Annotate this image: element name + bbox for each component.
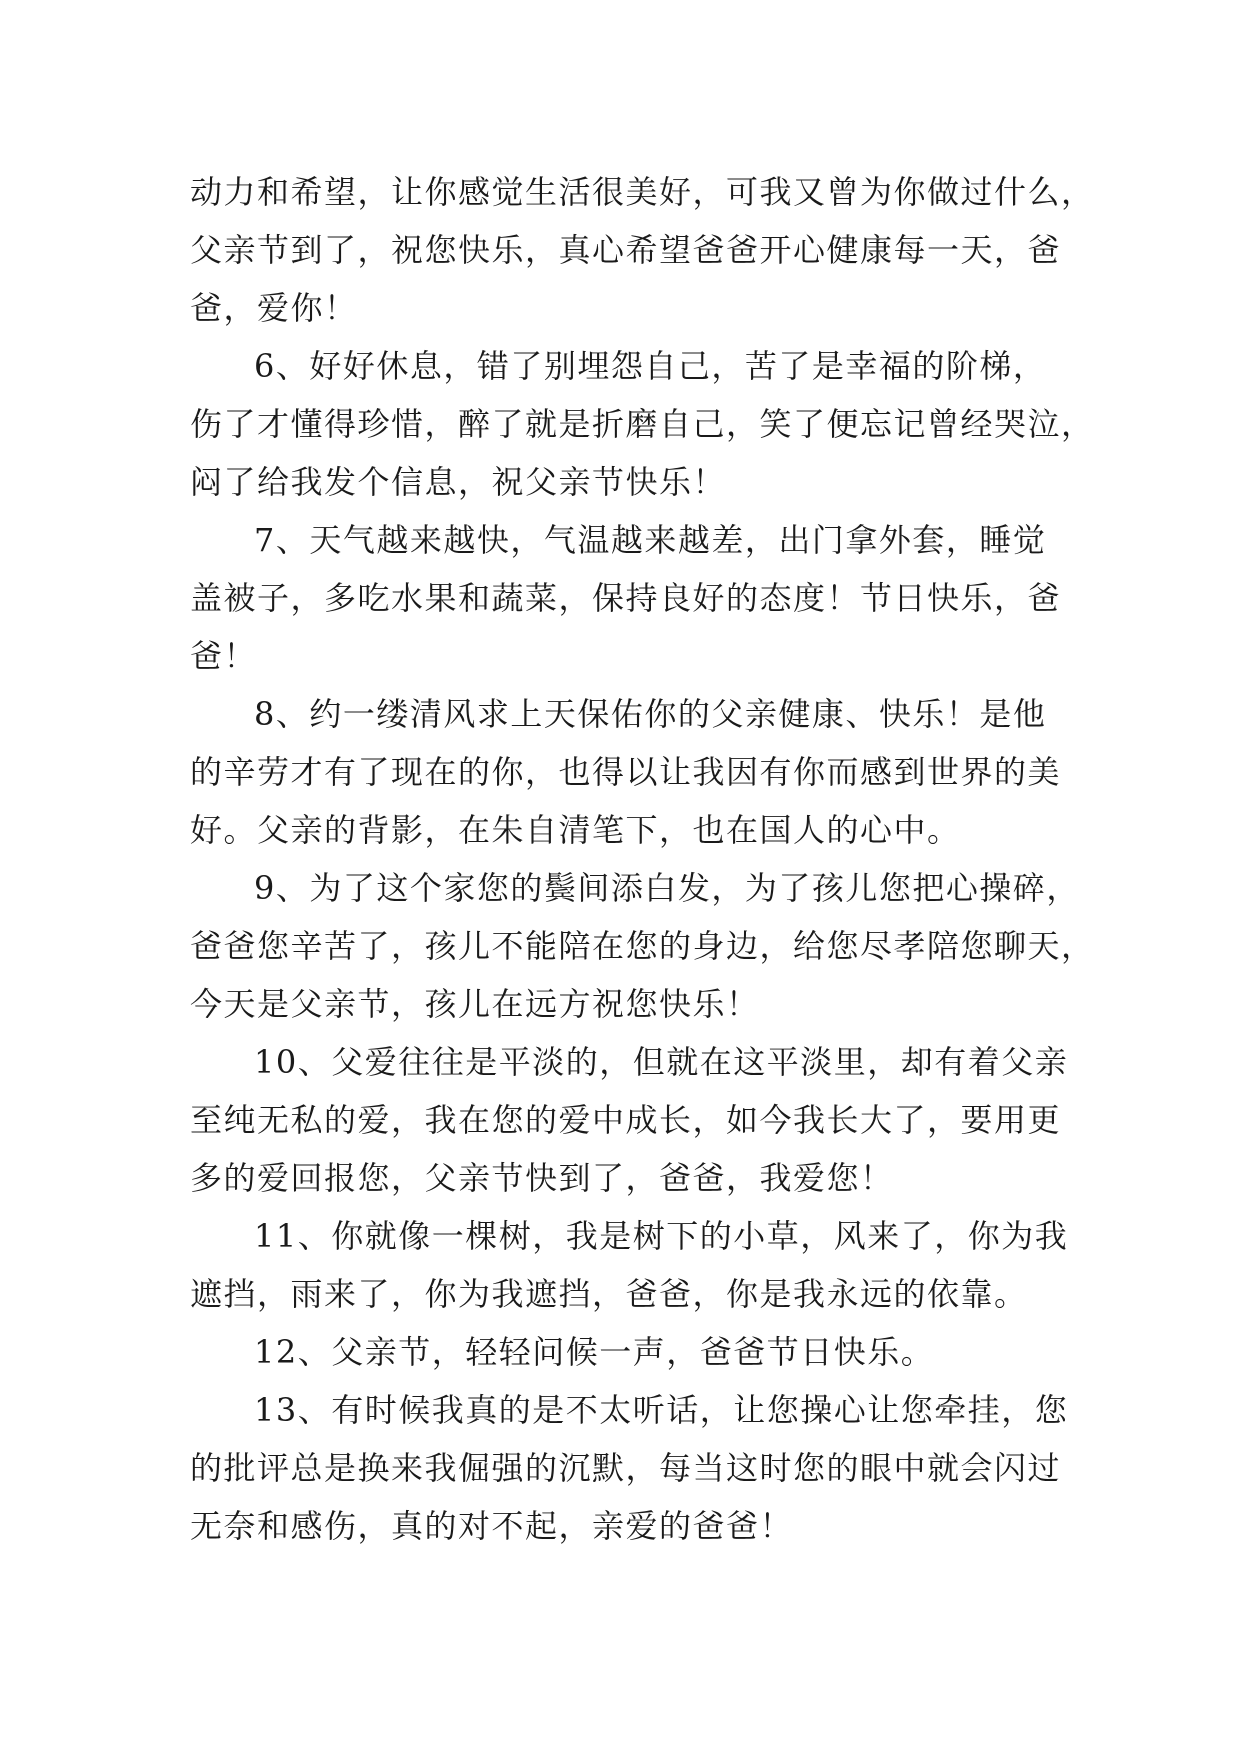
text-line: 动力和希望，让你感觉生活很美好，可我又曾为你做过什么，	[190, 173, 1095, 211]
text-line: 的批评总是换来我倔强的沉默，每当这时您的眼中就会闪过	[190, 1449, 1062, 1487]
text-line: 好。父亲的背影，在朱自清笔下，也在国人的心中。	[190, 811, 961, 849]
text-line: 爸！	[190, 637, 258, 675]
paragraph-item-9	[190, 859, 1095, 1033]
paragraph-item-6	[190, 337, 1095, 511]
text-line: 无奈和感伤，真的对不起，亲爱的爸爸！	[190, 1507, 794, 1545]
text-line: 父亲节到了，祝您快乐，真心希望爸爸开心健康每一天，爸	[190, 231, 1062, 269]
text-line: 12、父亲节，轻轻问候一声，爸爸节日快乐。	[254, 1333, 935, 1371]
text-line: 6、好好休息，错了别埋怨自己，苦了是幸福的阶梯，	[254, 347, 1047, 385]
text-line: 盖被子，多吃水果和蔬菜，保持良好的态度！节日快乐，爸	[190, 579, 1062, 617]
text-line: 至纯无私的爱，我在您的爱中成长，如今我长大了，要用更	[190, 1101, 1062, 1139]
text-line: 多的爱回报您，父亲节快到了，爸爸，我爱您！	[190, 1159, 894, 1197]
text-line: 闷了给我发个信息，祝父亲节快乐！	[190, 463, 727, 501]
text-line: 13、有时候我真的是不太听话，让您操心让您牵挂，您	[254, 1391, 1069, 1429]
paragraph-item-10	[190, 1033, 1069, 1207]
document-body	[190, 163, 1095, 1555]
paragraph-item-13	[190, 1381, 1069, 1555]
text-line: 伤了才懂得珍惜，醉了就是折磨自己，笑了便忘记曾经哭泣，	[190, 405, 1095, 443]
text-line: 的辛劳才有了现在的你，也得以让我因有你而感到世界的美	[190, 753, 1062, 791]
text-line: 10、父爱往往是平淡的，但就在这平淡里，却有着父亲	[254, 1043, 1069, 1081]
text-line: 7、天气越来越快，气温越来越差，出门拿外套，睡觉	[254, 521, 1047, 559]
paragraph-continuation	[190, 163, 1095, 337]
text-line: 11、你就像一棵树，我是树下的小草，风来了，你为我	[254, 1217, 1069, 1255]
paragraph-item-7	[190, 511, 1060, 685]
text-line: 爸爸您辛苦了，孩儿不能陪在您的身边，给您尽孝陪您聊天，	[190, 927, 1095, 965]
paragraph-item-12	[190, 1323, 1060, 1381]
text-line: 8、约一缕清风求上天保佑你的父亲健康、快乐！是他	[254, 695, 1047, 733]
text-line: 遮挡，雨来了，你为我遮挡，爸爸，你是我永远的依靠。	[190, 1275, 1028, 1313]
text-line: 今天是父亲节，孩儿在远方祝您快乐！	[190, 985, 760, 1023]
text-line: 爸，爱你！	[190, 289, 358, 327]
text-line: 9、为了这个家您的鬓间添白发，为了孩儿您把心操碎，	[254, 869, 1080, 907]
paragraph-item-11	[190, 1207, 1069, 1323]
paragraph-item-8	[190, 685, 1060, 859]
